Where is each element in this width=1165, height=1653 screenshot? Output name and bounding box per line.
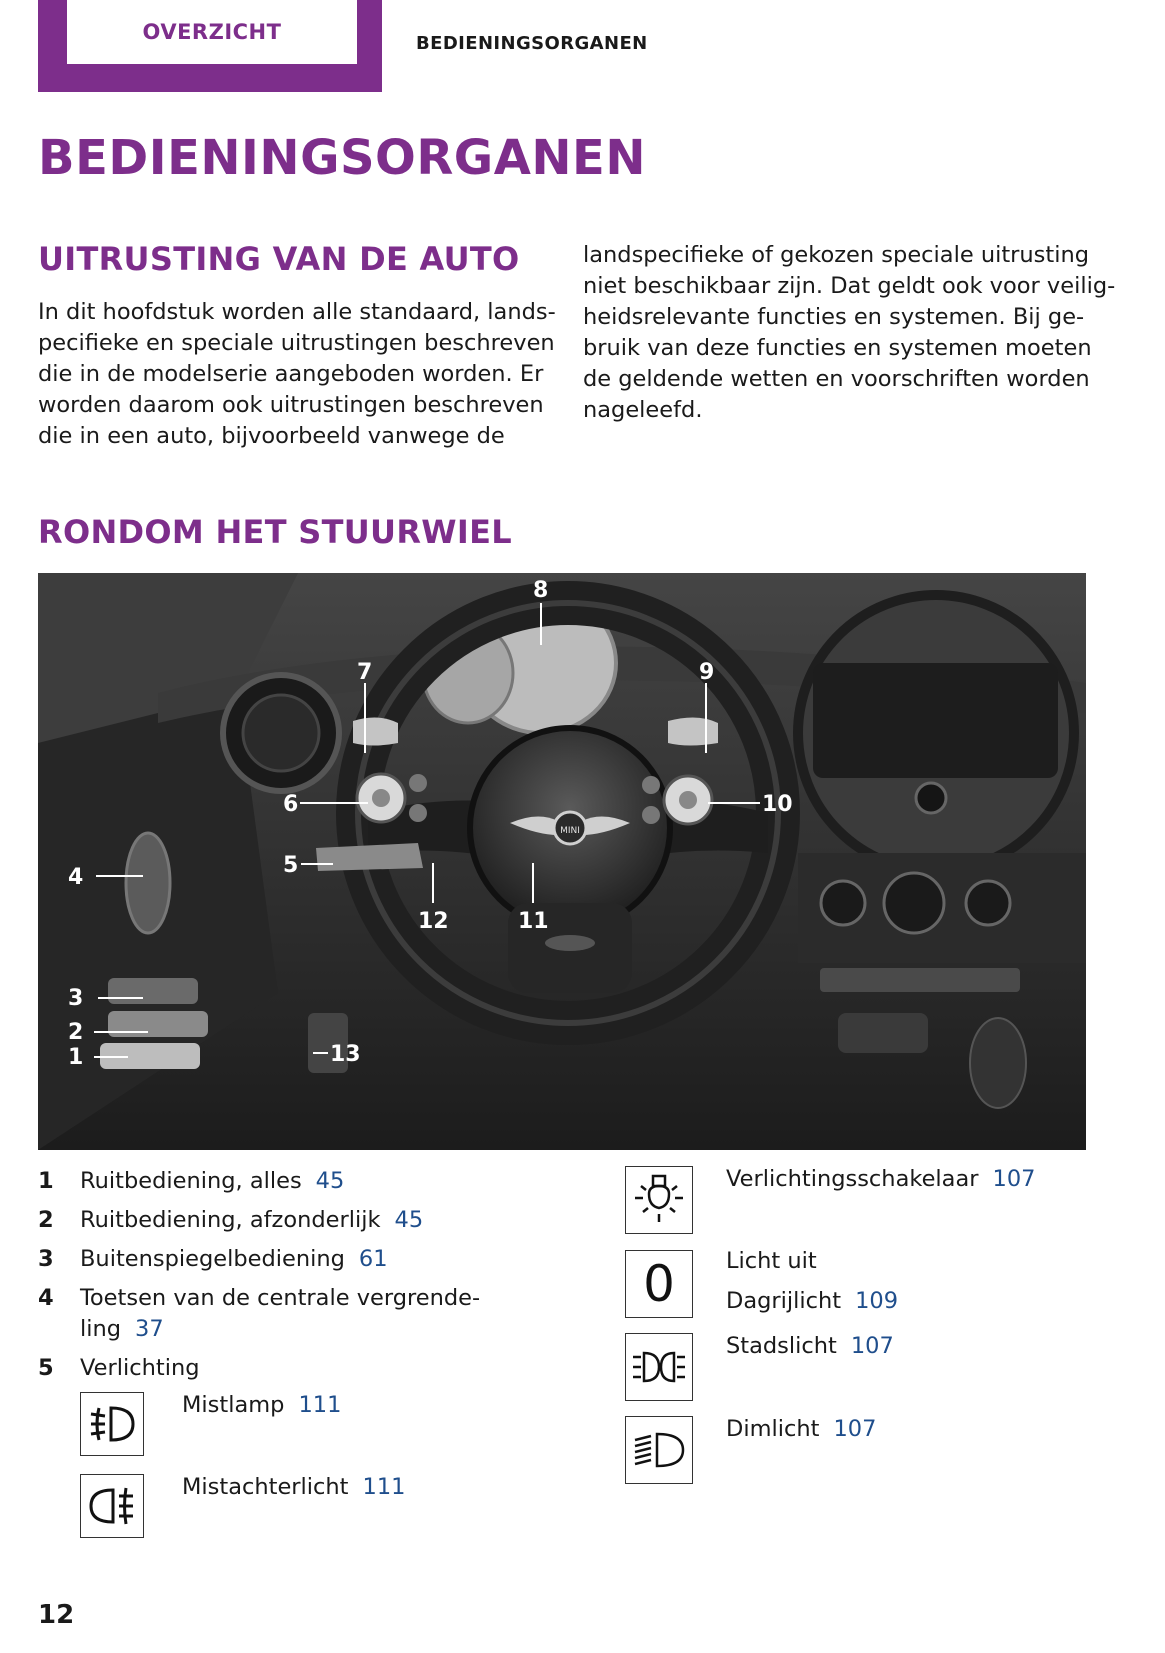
- page-title: BEDIENINGSORGANEN: [38, 130, 646, 186]
- page-link[interactable]: 109: [855, 1288, 899, 1314]
- callout-11: 11: [518, 909, 549, 934]
- legend-row-text: [80, 1244, 388, 1275]
- text-line: pecifieke en speciale uitrustingen beschreven: [38, 330, 555, 356]
- icon-row-text: [726, 1288, 898, 1314]
- legend-number: 1: [38, 1168, 54, 1194]
- page-link[interactable]: 107: [850, 1333, 894, 1359]
- page-number: 12: [38, 1600, 75, 1630]
- legend-number: 4: [38, 1285, 54, 1311]
- section-heading-uitrusting: UITRUSTING VAN DE AUTO: [38, 240, 520, 278]
- rear-fog-light-icon: [80, 1474, 144, 1538]
- page-link[interactable]: 111: [362, 1474, 406, 1500]
- icon-label: Mistlamp: [182, 1392, 285, 1418]
- icon-label: Verlichtingsschakelaar: [726, 1166, 979, 1192]
- callout-2: 2: [68, 1020, 84, 1045]
- legend-item-continued: [80, 1314, 164, 1345]
- running-head: BEDIENINGSORGANEN: [416, 33, 648, 54]
- text-line: heidsrelevante functies en systemen. Bij ge-: [583, 304, 1085, 330]
- page-link[interactable]: 61: [358, 1246, 388, 1272]
- icon-label: Dagrijlicht: [726, 1288, 842, 1314]
- legend-text: Ruitbediening, afzonderlijk: [80, 1207, 381, 1233]
- callout-10: 10: [762, 792, 793, 817]
- icon-label: Licht uit: [726, 1248, 817, 1274]
- icon-row-text: [182, 1474, 405, 1500]
- zero-position-icon: 0: [625, 1250, 693, 1318]
- text-line: die in een auto, bijvoorbeeld vanwege de: [38, 423, 505, 449]
- icon-row-text: [726, 1166, 1035, 1192]
- legend-number: 3: [38, 1246, 54, 1272]
- text-line: In dit hoofdstuk worden alle standaard, lands-: [38, 299, 556, 325]
- cockpit-illustration: [38, 573, 1086, 1150]
- legend-row-text: [80, 1205, 423, 1236]
- legend-row-text: [80, 1166, 344, 1197]
- callout-9: 9: [699, 660, 715, 685]
- page-link[interactable]: 107: [833, 1416, 877, 1442]
- page-link[interactable]: 45: [394, 1207, 424, 1233]
- text-line: die in de modelserie aangeboden worden. Er: [38, 361, 544, 387]
- legend-text: Toetsen van de centrale vergrende-: [80, 1285, 481, 1311]
- icon-label: Stadslicht: [726, 1333, 837, 1359]
- callout-8: 8: [533, 578, 549, 603]
- chapter-tab-label: OVERZICHT: [67, 0, 357, 64]
- icon-row-text: [182, 1392, 341, 1418]
- callout-3: 3: [68, 986, 84, 1011]
- text-line: bruik van deze functies en systemen moeten: [583, 335, 1092, 361]
- callout-13: 13: [330, 1042, 361, 1067]
- callout-7: 7: [357, 660, 373, 685]
- text-line: de geldende wetten en voorschriften worden: [583, 366, 1090, 392]
- text-line: niet beschikbaar zijn. Dat geldt ook voor veilig-: [583, 273, 1116, 299]
- light-switch-icon: [625, 1166, 693, 1234]
- text-line: landspecifieke of gekozen speciale uitrusting: [583, 242, 1089, 268]
- intro-paragraph-left: [38, 297, 556, 452]
- icon-label: Mistachterlicht: [182, 1474, 349, 1500]
- mini-logo-text: MINI: [560, 826, 580, 836]
- central-display: [813, 663, 1058, 778]
- icon-label: Dimlicht: [726, 1416, 820, 1442]
- cockpit-svg: [38, 573, 1086, 1150]
- legend-text: ling: [80, 1316, 122, 1342]
- door-lock-buttons: [126, 833, 170, 933]
- callout-5: 5: [283, 853, 299, 878]
- page-link[interactable]: 111: [298, 1392, 342, 1418]
- text-line: worden daarom ook uitrustingen beschreven: [38, 392, 544, 418]
- legend-text: Ruitbediening, alles: [80, 1168, 302, 1194]
- chapter-tab: [38, 0, 382, 92]
- callout-1: 1: [68, 1045, 84, 1070]
- page-link[interactable]: 37: [135, 1316, 164, 1342]
- front-fog-light-icon: [80, 1392, 144, 1456]
- callout-12: 12: [418, 909, 449, 934]
- callout-6: 6: [283, 792, 299, 817]
- page-link[interactable]: 107: [992, 1166, 1036, 1192]
- callout-4: 4: [68, 865, 84, 890]
- legend-number: 5: [38, 1355, 54, 1381]
- icon-row-text: [726, 1416, 876, 1442]
- text-line: nageleefd.: [583, 397, 703, 423]
- section-heading-stuurwiel: RONDOM HET STUURWIEL: [38, 513, 512, 551]
- parking-light-icon: [625, 1333, 693, 1401]
- legend-number: 2: [38, 1207, 54, 1233]
- low-beam-icon: [625, 1416, 693, 1484]
- intro-paragraph-right: [583, 240, 1115, 426]
- legend-text: Buitenspiegelbediening: [80, 1246, 345, 1272]
- legend-text: Verlichting: [80, 1355, 200, 1381]
- icon-row-text: [726, 1333, 894, 1359]
- page-link[interactable]: 45: [315, 1168, 345, 1194]
